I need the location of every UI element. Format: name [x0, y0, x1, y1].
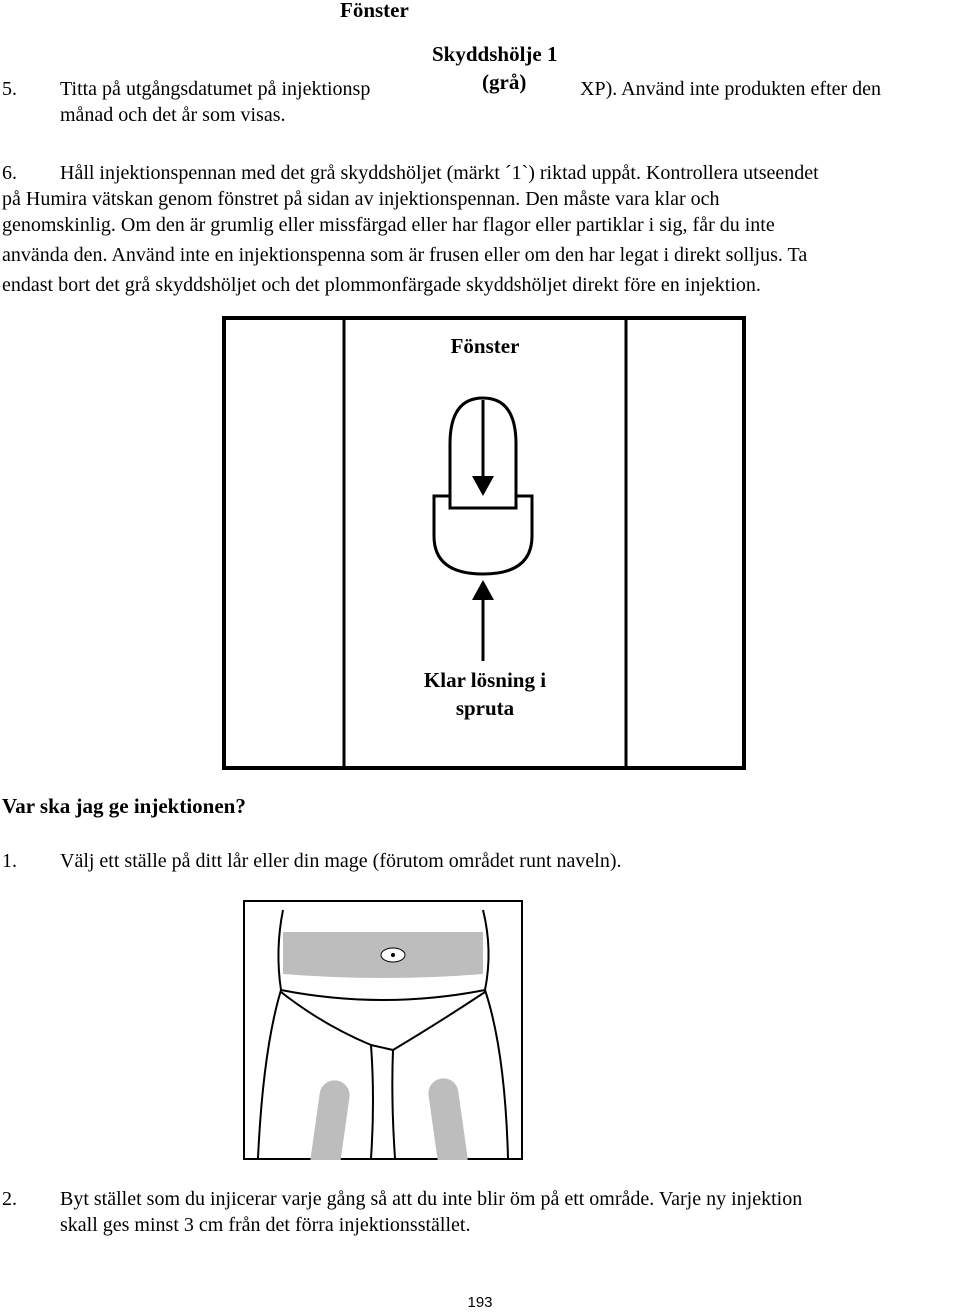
pen-window-diagram — [222, 316, 746, 771]
step1-text: Välj ett ställe på ditt lår eller din mage (förutom området runt naveln). — [60, 850, 622, 872]
step6-line4: använda den. Använd inte en injektionspenna som är frusen eller om den har legat i direkt solljus. Ta — [2, 244, 808, 266]
step6-line2: på Humira vätskan genom fönstret på sidan av injektionspennan. Den måste vara klar och — [2, 188, 720, 210]
cap-label-line2: (grå) — [478, 70, 530, 95]
step5-number: 5. — [2, 78, 17, 100]
injection-sites-diagram — [243, 900, 523, 1160]
step6-line1: Håll injektionspennan med det grå skyddshöljet (märkt ´1`) riktad uppåt. Kontrollera utseendet — [60, 162, 819, 184]
pen-window-label: Fönster — [450, 334, 520, 358]
step1-number: 1. — [2, 850, 17, 872]
step6-line3: genomskinlig. Om den är grumlig eller missfärgad eller har flagor eller partiklar i sig, får du inte — [2, 214, 775, 236]
step5-text-right: XP). Använd inte produkten efter den — [580, 78, 882, 100]
cap-label-line1: Skyddshölje 1 — [432, 42, 558, 66]
step2-number: 2. — [2, 1188, 17, 1210]
solution-label-line2: spruta — [455, 696, 515, 720]
step2-line1: Byt stället som du injicerar varje gång så att du inte blir öm på ett område. Varje ny injektion — [60, 1188, 803, 1210]
step5-line2: månad och det år som visas. — [60, 104, 286, 126]
step6-line5: endast bort det grå skyddshöljet och det plommonfärgade skyddshöljet direkt före en injektion. — [2, 274, 761, 296]
body-diagram-svg — [243, 900, 523, 1160]
navel-dot — [391, 953, 395, 957]
step2-line2: skall ges minst 3 cm från det förra injektionsstället. — [60, 1214, 471, 1236]
window-label-top: Fönster — [340, 0, 409, 22]
section-heading: Var ska jag ge injektionen? — [2, 794, 246, 818]
step5-text-left: Titta på utgångsdatumet på injektionsp — [60, 78, 371, 100]
step6-number: 6. — [2, 162, 17, 184]
page-number: 193 — [467, 1294, 493, 1311]
solution-label-line1: Klar lösning i — [423, 668, 547, 692]
